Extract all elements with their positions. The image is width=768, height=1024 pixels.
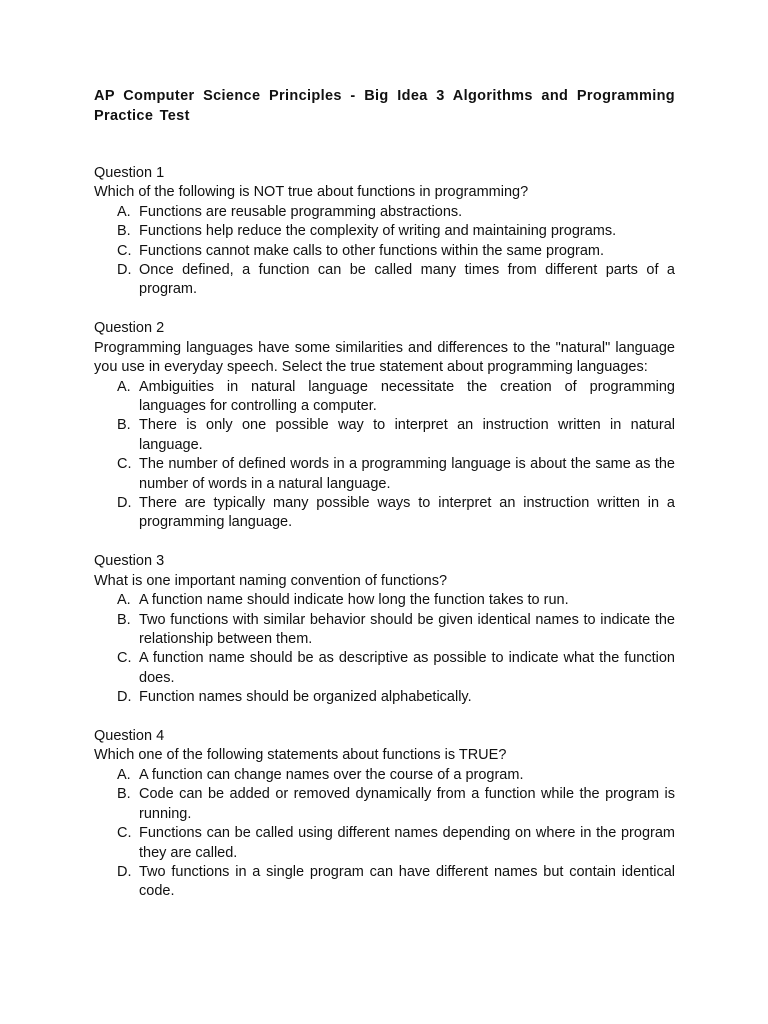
option-letter: C. <box>117 456 132 473</box>
question-prompt: Programming languages have some similarities and differences to the "natural" language you use in everyday speech. Select the true statement about programming languages: <box>94 339 675 376</box>
option-letter: A. <box>117 203 131 220</box>
option-letter: B. <box>117 417 131 434</box>
answer-option <box>94 688 675 707</box>
question-spacer <box>94 300 675 320</box>
answer-options <box>94 591 675 707</box>
option-text: There is only one possible way to interpret an instruction written in natural language. <box>139 417 675 453</box>
option-letter: C. <box>117 242 132 259</box>
option-letter: D. <box>117 863 132 880</box>
option-text: A function name should indicate how long the function takes to run. <box>139 592 569 609</box>
option-text: The number of defined words in a programming language is about the same as the number of words in a natural language. <box>139 456 675 492</box>
answer-option <box>94 863 675 902</box>
option-letter: A. <box>117 766 131 783</box>
option-letter-cell <box>94 785 139 804</box>
question-prompt: What is one important naming convention of functions? <box>94 572 448 589</box>
option-letter-cell <box>94 649 139 668</box>
answer-options <box>94 378 675 533</box>
answer-option <box>94 591 675 610</box>
document-page <box>94 86 675 902</box>
option-letter-cell <box>94 416 139 435</box>
option-letter: D. <box>117 262 132 279</box>
answer-option <box>94 378 675 417</box>
question-spacer <box>94 533 675 553</box>
option-letter: C. <box>117 825 132 842</box>
option-letter-cell <box>94 863 139 882</box>
option-text: A function can change names over the course of a program. <box>139 766 524 783</box>
option-text: A function name should be as descriptive as possible to indicate what the function does. <box>139 650 675 686</box>
option-letter: A. <box>117 378 131 395</box>
option-letter-cell <box>94 242 139 261</box>
option-letter: B. <box>117 611 131 628</box>
answer-option <box>94 785 675 824</box>
option-text: Once defined, a function can be called many times from different parts of a program. <box>139 262 675 298</box>
answer-options <box>94 766 675 902</box>
question-block <box>94 164 675 300</box>
answer-option <box>94 824 675 863</box>
option-letter-cell <box>94 261 139 280</box>
document-title: AP Computer Science Principles - Big Idea 3 Algorithms and Programming Practice Test <box>94 88 675 124</box>
option-text: Functions cannot make calls to other functions within the same program. <box>139 242 605 259</box>
option-letter-cell <box>94 222 139 241</box>
answer-option <box>94 222 675 241</box>
option-letter: D. <box>117 495 132 511</box>
option-letter-cell <box>94 494 139 513</box>
question-prompt: Which one of the following statements about functions is TRUE? <box>94 747 507 764</box>
answer-option <box>94 766 675 785</box>
question-block <box>94 319 675 532</box>
title-spacer <box>94 126 675 164</box>
option-letter-cell <box>94 203 139 222</box>
option-letter-cell <box>94 766 139 785</box>
option-text: Function names should be organized alphabetically. <box>139 689 472 706</box>
question-prompt: Which of the following is NOT true about functions in programming? <box>94 184 529 201</box>
question-spacer <box>94 708 675 728</box>
answer-option <box>94 261 675 300</box>
option-letter: B. <box>117 223 131 240</box>
option-text: Code can be added or removed dynamically from a function while the program is running. <box>139 786 675 822</box>
option-letter-cell <box>94 378 139 397</box>
option-letter-cell <box>94 688 139 707</box>
option-text: Two functions in a single program can have different names but contain identical code. <box>139 863 675 900</box>
option-letter-cell <box>94 455 139 474</box>
answer-option <box>94 611 675 650</box>
option-text: Functions are reusable programming abstractions. <box>139 203 463 220</box>
option-text: There are typically many possible ways to interpret an instruction written in a programming language. <box>139 495 675 531</box>
answer-option <box>94 494 675 533</box>
answer-option <box>94 416 675 455</box>
option-letter-cell <box>94 591 139 610</box>
option-letter: B. <box>117 786 131 803</box>
option-letter: C. <box>117 650 132 667</box>
question-list <box>94 164 675 902</box>
option-letter: D. <box>117 689 132 706</box>
answer-option <box>94 242 675 261</box>
answer-options <box>94 203 675 300</box>
answer-option <box>94 203 675 222</box>
option-letter-cell <box>94 824 139 843</box>
question-heading: Question 3 <box>94 553 165 570</box>
answer-option <box>94 649 675 688</box>
option-text: Functions help reduce the complexity of writing and maintaining programs. <box>139 223 617 240</box>
question-heading: Question 1 <box>94 165 165 181</box>
option-letter-cell <box>94 611 139 630</box>
option-text: Functions can be called using different names depending on where in the program they are called. <box>139 825 675 861</box>
option-text: Ambiguities in natural language necessitate the creation of programming languages for controlling a computer. <box>139 378 675 414</box>
question-heading: Question 2 <box>94 320 165 337</box>
question-block <box>94 727 675 902</box>
answer-option <box>94 455 675 494</box>
option-letter: A. <box>117 592 131 609</box>
question-heading: Question 4 <box>94 728 165 745</box>
question-block <box>94 552 675 707</box>
option-text: Two functions with similar behavior should be given identical names to indicate the relationship between them. <box>139 611 675 647</box>
